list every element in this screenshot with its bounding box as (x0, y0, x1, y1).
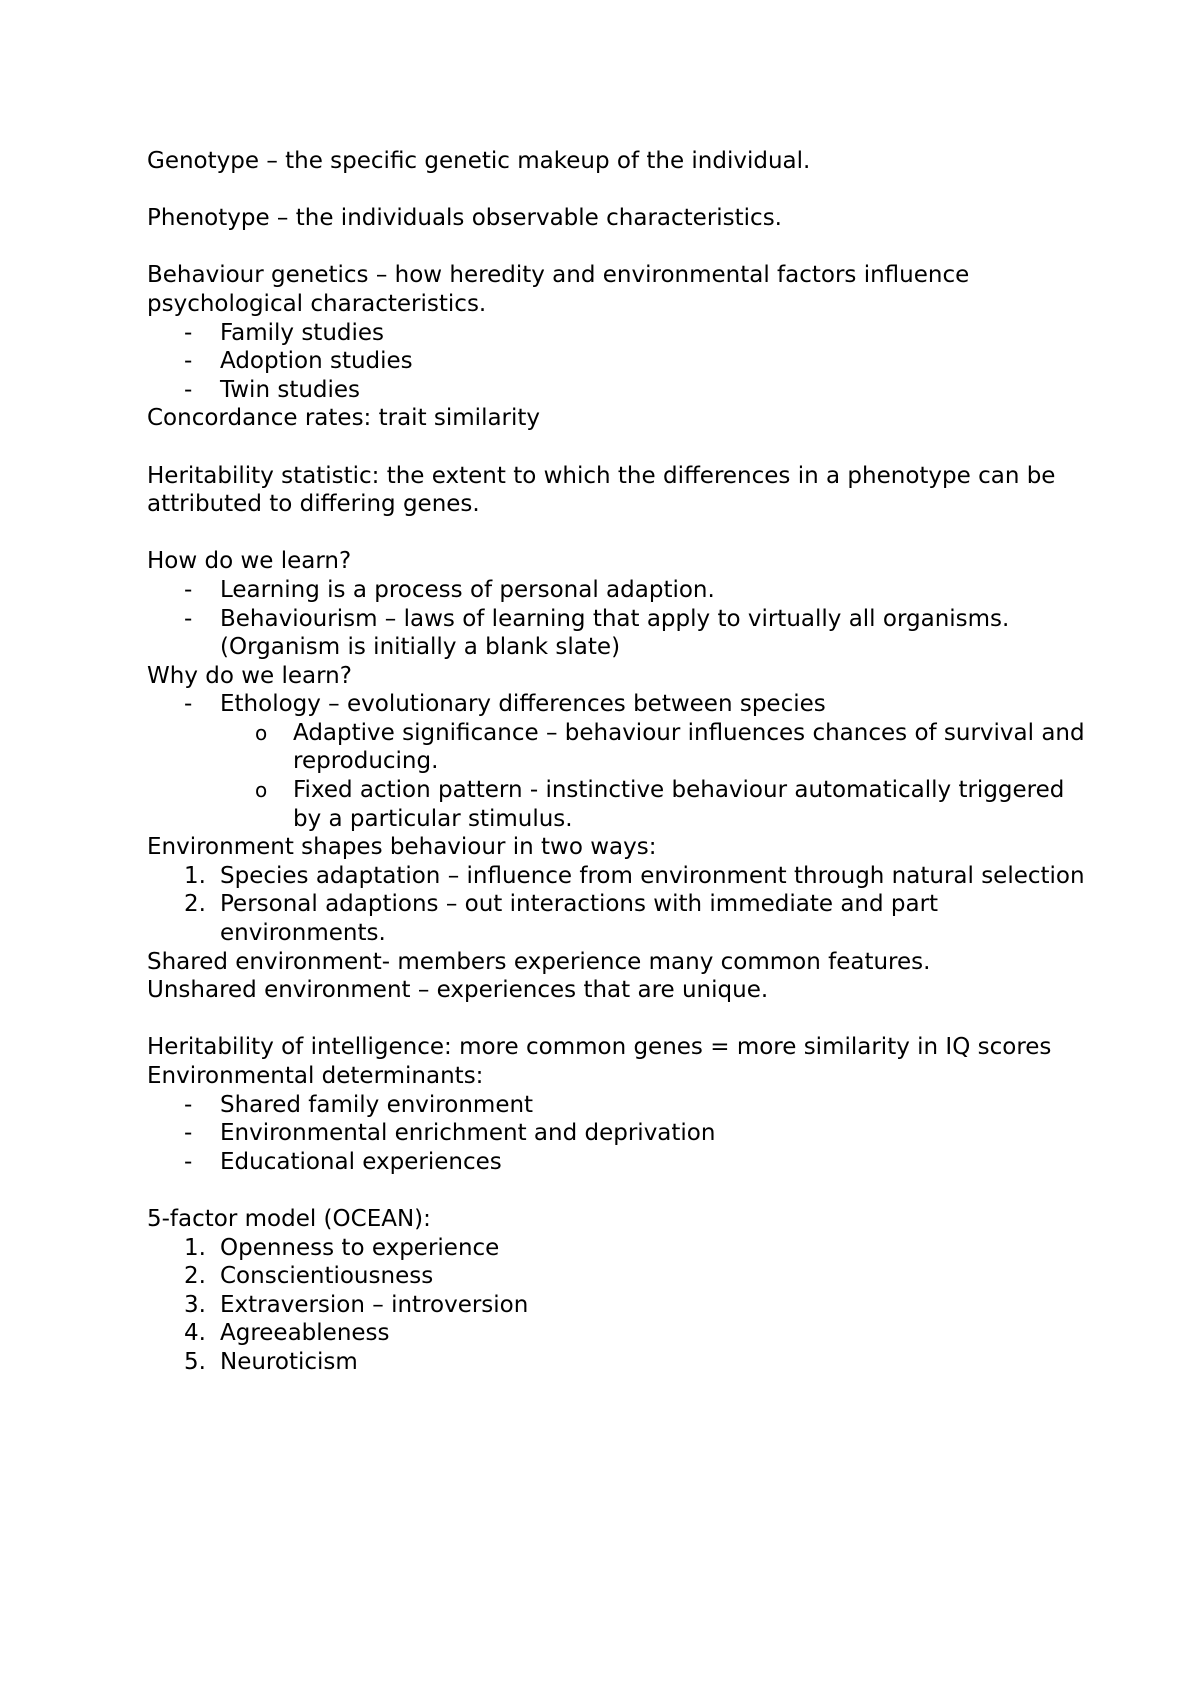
list-item: - Behaviourism – laws of learning that apply to virtually all organisms. (Organism is initially a blank slate) (184, 605, 1010, 661)
document-page (147, 147, 1087, 1377)
number-marker: 1. (184, 862, 206, 889)
why-learn-heading: Why do we learn? (147, 662, 352, 689)
spacer (147, 1005, 1087, 1034)
study-types-list (147, 319, 1087, 405)
dash-bullet: - (184, 1148, 193, 1175)
dash-bullet: - (184, 576, 193, 603)
how-learn-list (147, 576, 1087, 662)
environment-ways-list (147, 862, 1087, 948)
list-item: - Twin studies (184, 376, 361, 403)
number-marker: 3. (184, 1291, 206, 1318)
heritability-statistic-definition: Heritability statistic: the extent to which the differences in a phenotype can be attributed to differing genes. (147, 462, 1056, 518)
dash-bullet: - (184, 319, 193, 346)
behaviour-genetics-definition: Behaviour genetics – how heredity and environmental factors influence psychological characteristics. (147, 262, 970, 317)
list-item: - Shared family environment (184, 1091, 534, 1118)
list-item: 3. Extraversion – introversion (184, 1291, 529, 1318)
five-factor-heading: 5-factor model (OCEAN): (147, 1205, 431, 1232)
number-marker: 2. (184, 891, 206, 918)
dash-bullet: - (184, 1120, 193, 1147)
number-marker: 5. (184, 1348, 206, 1375)
spacer (147, 433, 1087, 462)
spacer (147, 519, 1087, 548)
list-item: 2. Conscientiousness (184, 1263, 434, 1290)
number-marker: 4. (184, 1320, 206, 1347)
list-item: o Adaptive significance – behaviour influences chances of survival and reproducing. (255, 719, 1085, 775)
spacer (147, 233, 1087, 262)
dash-bullet: - (184, 1091, 193, 1118)
list-item: 5. Neuroticism (184, 1348, 358, 1375)
ocean-list (147, 1234, 1087, 1377)
shared-environment-line: Shared environment- members experience many common features. (147, 948, 931, 975)
genotype-definition: Genotype – the specific genetic makeup of the individual. (147, 148, 811, 174)
why-learn-list (147, 690, 1087, 719)
dash-bullet: - (184, 376, 193, 403)
dash-bullet: - (184, 348, 193, 375)
ethology-sublist (147, 719, 1087, 833)
how-learn-heading: How do we learn? (147, 548, 352, 575)
list-item: 4. Agreeableness (184, 1320, 390, 1347)
list-item: 1. Species adaptation – influence from environment through natural selection (184, 862, 1085, 889)
concordance-line: Concordance rates: trait similarity (147, 405, 541, 432)
list-item: 2. Personal adaptions – out interactions with immediate and part environments. (184, 891, 939, 947)
phenotype-definition: Phenotype – the individuals observable characteristics. (147, 205, 782, 232)
list-item: - Learning is a process of personal adaption. (184, 576, 715, 603)
unshared-environment-line: Unshared environment – experiences that are unique. (147, 977, 769, 1004)
list-item: - Adoption studies (184, 348, 413, 375)
dash-bullet: - (184, 691, 193, 718)
list-item: o Fixed action pattern - instinctive behaviour automatically triggered by a particular stimulus. (255, 777, 1065, 832)
circle-bullet: o (255, 778, 268, 803)
list-item: - Environmental enrichment and deprivation (184, 1120, 716, 1147)
determinants-list (147, 1091, 1087, 1177)
list-item: 1. Openness to experience (184, 1234, 500, 1261)
spacer (147, 1176, 1087, 1205)
environmental-determinants-heading: Environmental determinants: (147, 1063, 484, 1089)
spacer (147, 176, 1087, 205)
heritability-intelligence-line: Heritability of intelligence: more common genes = more similarity in IQ scores (147, 1034, 1052, 1061)
dash-bullet: - (184, 605, 193, 632)
circle-bullet: o (255, 720, 268, 745)
number-marker: 2. (184, 1263, 206, 1290)
list-item: - Educational experiences (184, 1148, 502, 1175)
list-item: - Family studies (184, 319, 385, 346)
number-marker: 1. (184, 1234, 206, 1261)
list-item: - Ethology – evolutionary differences between species (184, 691, 826, 718)
environment-shapes-heading: Environment shapes behaviour in two ways: (147, 834, 657, 861)
